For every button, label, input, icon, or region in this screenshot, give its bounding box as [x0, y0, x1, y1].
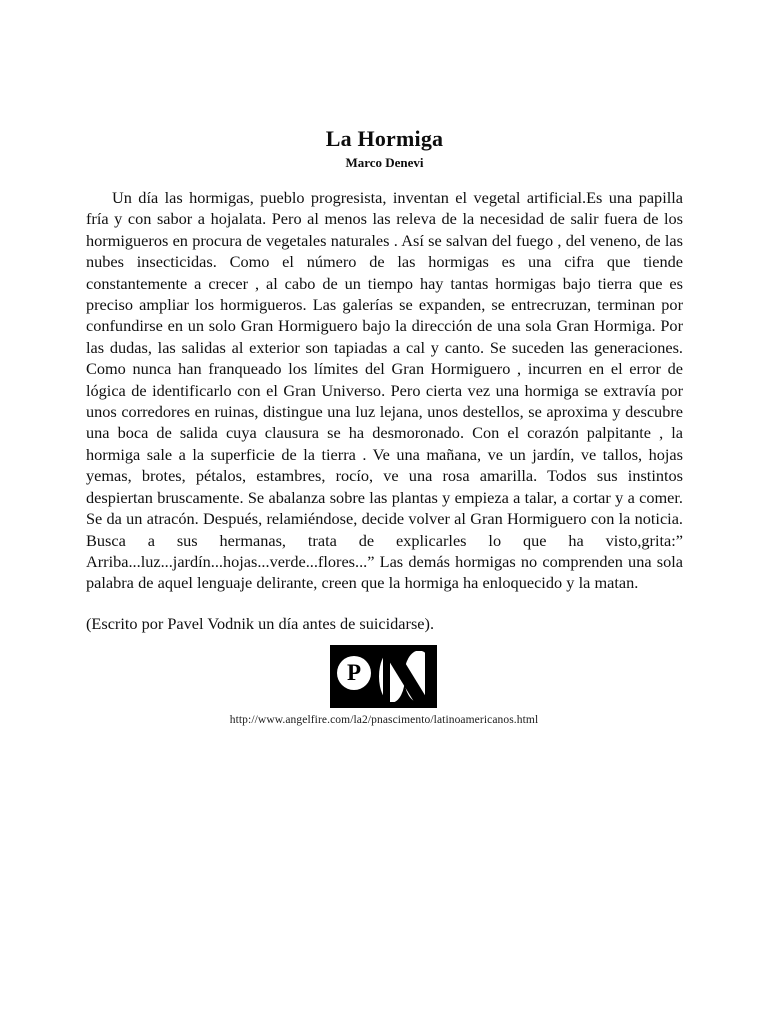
document-content: [86, 0, 683, 634]
logo-letter-n-icon: [374, 648, 434, 705]
logo-background: [330, 645, 437, 708]
story-body-paragraph: Un día las hormigas, pueblo progresista, inventan el vegetal artificial.Es una papilla fría y con sabor a hojalata. Pero al menos las releva de la necesidad de salir fuera de los hormigueros en procura de vegetales naturales . Así se salvan del fuego , del veneno, de las nubes insecticidas. Como el número de las hormigas es una cifra que tiende constantemente a crecer , al cabo de un tiempo hay tantas hormigas bajo tierra que es preciso ampliar los hormigueros. Las galerías se expanden, se entrecruzan, terminan por confundirse en un solo Gran Hormiguero bajo la dirección de una sola Gran Hormiga. Por las dudas, las salidas al exterior son tapiadas a cal y canto. Se suceden las generaciones. Como nunca han franqueado los límites del Gran Hormiguero , incurren en el error de lógica de identificarlo con el Gran Universo. Pero cierta vez una hormiga se extravía por unos corredores en ruinas, distingue una luz lejana, unos destellos, se aproxima y descubre una boca de salida cuya clausura se ha desmoronado. Con el corazón palpitante , la hormiga sale a la superficie de la tierra . Ve una mañana, ve un jardín, ve tallos, hojas yemas, brotes, pétalos, estambres, rocío, ve una rosa amarilla. Todos sus instintos despiertan bruscamente. Se abalanza sobre las plantas y empieza a talar, a cortar y a comer. Se da un atracón. Después, relamiéndose, decide volver al Gran Hormiguero con la noticia. Busca a sus hermanas, trata de explicarles lo que ha visto,grita:” Arriba...luz...jardín...hojas...verde...flores...” Las demás hormigas no comprenden una sola palabra de aquel lenguaje delirante, creen que la hormiga ha enloquecido y la matan.: [86, 188, 683, 593]
logo-letter-p-icon: P: [346, 660, 362, 685]
publisher-logo: [330, 645, 437, 708]
footer-source-url[interactable]: http://www.angelfire.com/la2/pnascimento/latinoamericanos.html: [229, 714, 539, 726]
page-title: La Hormiga: [325, 126, 444, 151]
attribution-note: (Escrito por Pavel Vodnik un día antes de suicidarse).: [86, 613, 435, 633]
author-byline: Marco Denevi: [345, 155, 424, 170]
